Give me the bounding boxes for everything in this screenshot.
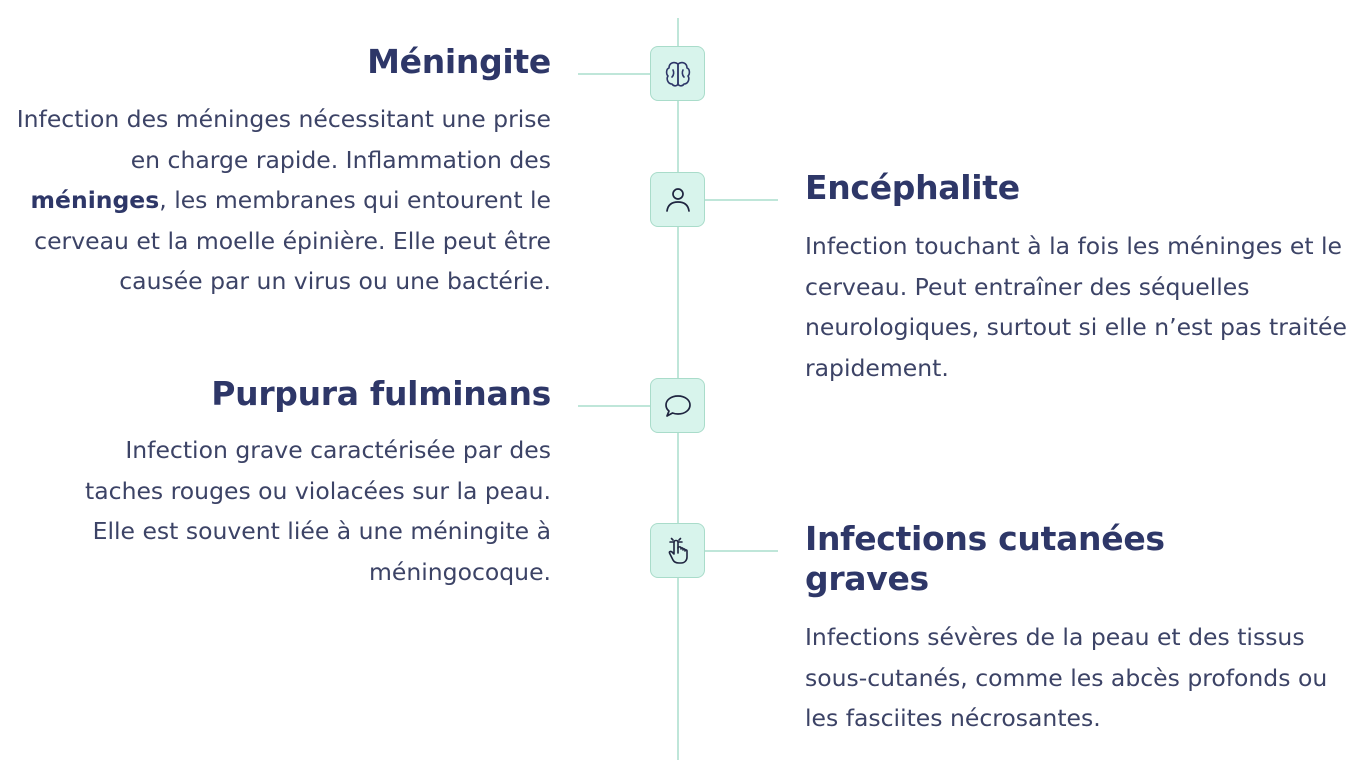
description-text: , les membranes qui entourent le cerveau et la moelle épinière. Elle peut être causée par un virus ou une bactérie. [34,186,551,295]
person-icon [663,185,693,215]
connector-infections-cutanees [704,550,778,552]
item-meningite [11,42,551,302]
item-title: Méningite [367,42,551,81]
connector-encephalite [704,199,778,201]
item-encephalite [805,168,1350,388]
description-bold-term: méninges [30,186,160,214]
item-title: Purpura fulminans [211,374,551,413]
item-description: Infections sévères de la peau et des tissus sous-cutanés, comme les abcès profonds ou les fasciites nécrosantes. [805,623,1328,732]
speech-bubble-icon [663,391,693,421]
description-text: Infection des méninges nécessitant une prise en charge rapide. Inflammation des [16,105,551,174]
item-description [11,99,551,302]
hand-pointer-icon [663,536,693,566]
node-infections-cutanees [650,523,705,578]
item-purpura [11,374,551,592]
item-title: Encéphalite [805,168,1020,207]
node-purpura [650,378,705,433]
node-encephalite [650,172,705,227]
item-title: Infections cutanées graves [805,519,1165,598]
item-description: Infection grave caractérisée par des taches rouges ou violacées sur la peau. Elle est souvent liée à une méningite à méningocoque. [85,436,551,586]
connector-purpura [578,405,652,407]
connector-meningite [578,73,652,75]
node-meningite [650,46,705,101]
brain-icon [663,59,693,89]
item-infections-cutanees [805,519,1350,739]
item-description: Infection touchant à la fois les méninges et le cerveau. Peut entraîner des séquelles neurologiques, surtout si elle n’est pas traitée rapidement. [805,232,1347,382]
